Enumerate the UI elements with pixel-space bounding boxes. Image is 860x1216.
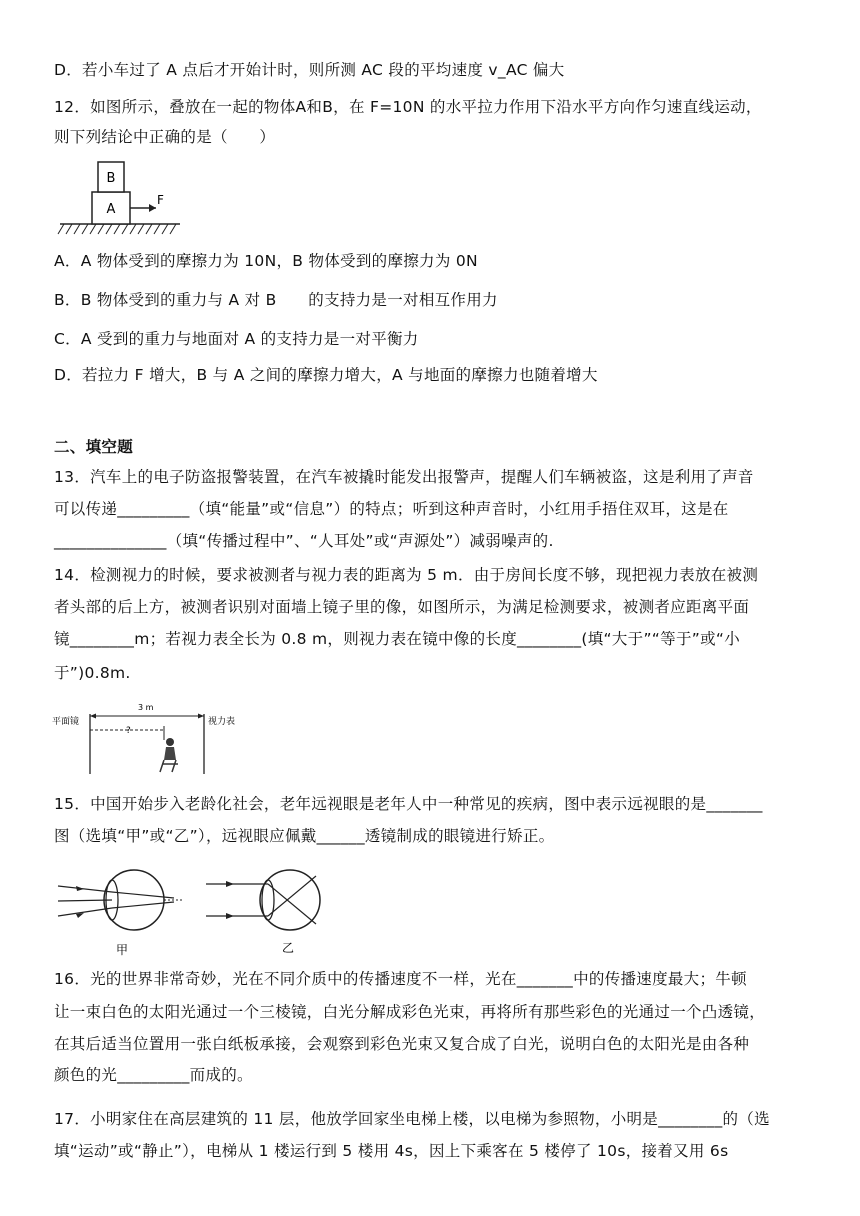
unknown-label: ? (126, 726, 131, 736)
question-14-text: 14．检测视力的时候，要求被测者与视力表的距离为 5 m．由于房间长度不够，现把视力表放在被测 (54, 566, 759, 584)
question-15-text: 15．中国开始步入老龄化社会，老年远视眼是老年人中一种常见的疾病，图中表示远视眼的是_______ (54, 795, 763, 813)
stacked-blocks-figure (56, 158, 186, 240)
distance-label: 3 m (138, 703, 154, 712)
question-17-text-2: 填“运动”或“静止”），电梯从 1 楼运行到 5 楼用 4s，因上下乘客在 5 楼停了 10s，接着又用 6s (54, 1142, 729, 1160)
eye-diagram-figure (54, 858, 334, 958)
mirror-label: 平面镜 (52, 717, 80, 727)
person-head (166, 738, 174, 746)
block-a-label: A (106, 202, 116, 217)
block-b-label: B (106, 171, 116, 186)
person-body (164, 747, 176, 760)
question-17-text: 17．小明家住在高层建筑的 11 层，他放学回家坐电梯上楼，以电梯为参照物，小明是________的（选 (54, 1110, 770, 1128)
eye-test-figure (50, 700, 250, 778)
section-heading: 二、填空题 (54, 438, 134, 456)
option-12b: B．B 物体受到的重力与 A 对 B 的支持力是一对相互作用力 (54, 291, 498, 309)
question-16-text-4: 颜色的光_________而成的。 (54, 1066, 253, 1084)
question-16-text: 16．光的世界非常奇妙，光在不同介质中的传播速度不一样，光在_______中的传播速度最大；牛顿 (54, 970, 747, 988)
eye-jia-label: 甲 (116, 943, 129, 957)
eye-yi (260, 870, 320, 930)
force-label: F (157, 193, 164, 207)
option-11d: D．若小车过了 A 点后才开始计时，则所测 AC 段的平均速度 v_AC 偏大 (54, 61, 565, 79)
question-13-text-2: 可以传递_________（填“能量”或“信息”）的特点；听到这种声音时，小红用手捂住双耳，这是在 (54, 500, 729, 518)
question-15-text-2: 图（选填“甲”或“乙”），远视眼应佩戴______透镜制成的眼镜进行矫正。 (54, 827, 555, 845)
chart-label: 视力表 (208, 717, 236, 727)
option-12c: C．A 受到的重力与地面对 A 的支持力是一对平衡力 (54, 330, 419, 348)
question-13-text: 13．汽车上的电子防盗报警装置，在汽车被撬时能发出报警声，提醒人们车辆被盗，这是利用了声音 (54, 468, 754, 486)
question-14-text-2: 者头部的后上方，被测者识别对面墙上镜子里的像，如图所示，为满足检测要求，被测者应距离平面 (54, 598, 750, 616)
question-16-text-2: 让一束白色的太阳光通过一个三棱镜，白光分解成彩色光束，再将所有那些彩色的光通过一个凸透镜， (54, 1003, 766, 1021)
question-13-text-3: ______________（填“传播过程中”、“人耳处”或“声源处”）减弱噪声的. (54, 532, 554, 550)
eye-yi-label: 乙 (282, 941, 295, 955)
question-14-text-3: 镜________m；若视力表全长为 0.8 m，则视力表在镜中像的长度________(填“大于”“等于”或“小 (54, 630, 741, 648)
question-12-text-2: 则下列结论中正确的是（ ） (54, 128, 276, 146)
option-12a: A．A 物体受到的摩擦力为 10N，B 物体受到的摩擦力为 0N (54, 252, 478, 270)
question-16-text-3: 在其后适当位置用一张白纸板承接，会观察到彩色光束又复合成了白光，说明白色的太阳光是由各种 (54, 1035, 750, 1053)
question-12-text: 12．如图所示，叠放在一起的物体A和B，在 F=10N 的水平拉力作用下沿水平方向作匀速直线运动， (54, 98, 762, 116)
question-14-text-4: 于”)0.8m. (54, 664, 131, 682)
eye-jia (104, 870, 164, 930)
option-12d: D．若拉力 F 增大，B 与 A 之间的摩擦力增大，A 与地面的摩擦力也随着增大 (54, 366, 598, 384)
